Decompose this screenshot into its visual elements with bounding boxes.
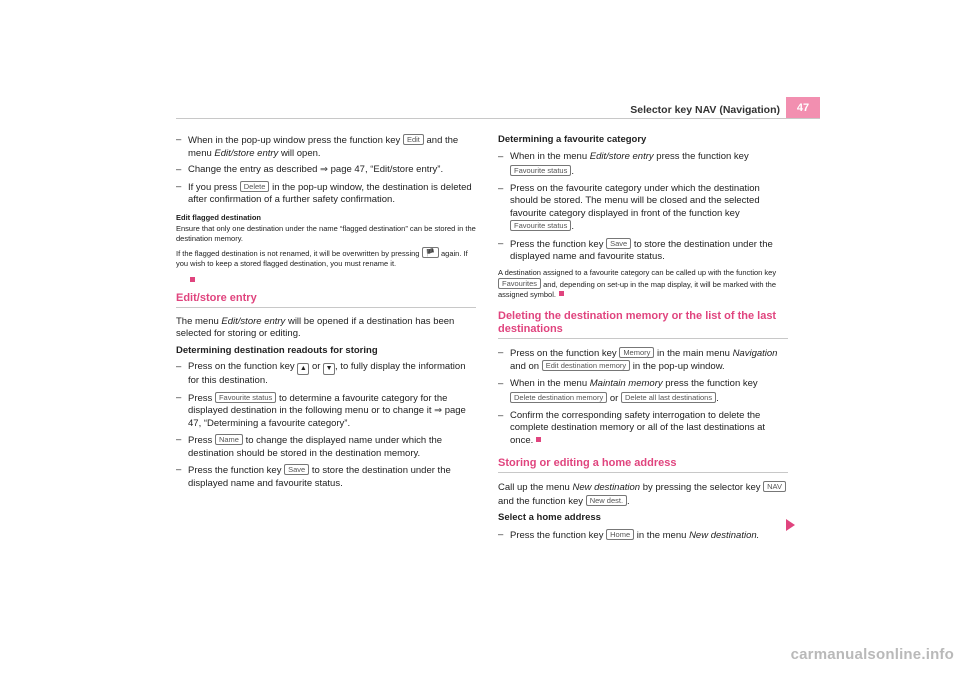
list-item: – When in the pop-up window press the function key Edit and the menu Edit/store entry will open. (176, 134, 476, 160)
list-item: – Press Favourite status to determine a favourite category for the displayed destination in the following menu or to change it ⇒ page 47, “Determining a favourite category”. (176, 392, 476, 431)
watermark: carmanualsonline.info (790, 646, 954, 663)
home-key: Home (606, 529, 634, 540)
list-item: – Press Name to change the displayed name under which the destination should be stored in the destination memory. (176, 434, 476, 460)
subheading: Select a home address (498, 512, 601, 523)
nav-key: NAV (763, 481, 786, 492)
list-item: – Press on the function key Memory in the main menu Navigation and on Edit destination memory in the pop-up window. (498, 347, 788, 374)
end-of-section-mark (536, 437, 541, 442)
note-paragraph: Ensure that only one destination under the name “flagged destination” can be stored in the destination memory. (176, 223, 476, 243)
save-key: Save (606, 238, 631, 249)
name-key: Name (215, 434, 243, 445)
favourite-status-key: Favourite status (215, 392, 276, 403)
end-of-section-mark (190, 277, 195, 282)
favourite-status-key: Favourite status (510, 165, 571, 176)
section-heading-delete-memory: Deleting the destination memory or the list of the last destinations (498, 310, 788, 339)
continue-arrow-icon (786, 519, 795, 531)
memory-key: Memory (619, 347, 654, 358)
section-heading-edit-store: Edit/store entry (176, 292, 476, 308)
section-heading-home-address: Storing or editing a home address (498, 457, 788, 473)
list-item: – Change the entry as described ⇒ page 47, “Edit/store entry”. (176, 164, 476, 177)
list-item: – When in the menu Maintain memory press the function key Delete destination memory or Delete all last destinations . (498, 378, 788, 406)
list-item: – Press the function key Home in the menu New destination. (498, 529, 788, 543)
left-column (176, 134, 476, 494)
page-number-badge: 47 (786, 97, 820, 119)
right-column (498, 134, 788, 546)
arrow-up-key-icon: ▲ (297, 363, 309, 375)
save-key: Save (284, 464, 309, 475)
delete-destination-memory-key: Delete destination memory (510, 392, 607, 403)
list-item: – If you press Delete in the pop-up window, the destination is deleted after confirmation of a further safety confirmation. (176, 181, 476, 207)
list-item: – Confirm the corresponding safety interrogation to delete the complete destination memory or all of the last destinations at once. (498, 410, 788, 448)
subheading: Determining destination readouts for storing (176, 344, 378, 356)
new-dest-key: New dest. (586, 495, 627, 506)
list-item: – Press on the function key ▲ or ▼ , to fully display the information for this destination. (176, 361, 476, 388)
subheading: Determining a favourite category (498, 134, 647, 145)
list-item: – Press the function key Save to store the destination under the displayed name and favourite status. (176, 464, 476, 490)
edit-key: Edit (403, 134, 424, 145)
note-paragraph: If the flagged destination is not renamed, it will be overwritten by pressing 🏴 again. If you wish to keep a stored flagged destination, you must rename it. (176, 247, 468, 268)
list-item: – Press on the favourite category under which the destination should be stored. The menu will be closed and the selected favourite category displayed in front of the function key Favourite status . (498, 183, 788, 234)
header-rule (176, 118, 820, 119)
list-item: – Press the function key Save to store the destination under the displayed name and favourite status. (498, 238, 788, 264)
edit-destination-memory-key: Edit destination memory (542, 360, 630, 371)
running-header-title: Selector key NAV (Navigation) (630, 104, 780, 116)
note-paragraph: A destination assigned to a favourite category can be called up with the function key Favourites and, depending on set-up in the map display, it will be marked with the assigned symbol. (498, 267, 777, 299)
delete-key: Delete (240, 181, 270, 192)
flag-key-icon: 🏴 (422, 247, 439, 258)
section-intro: The menu Edit/store entry will be opened if a destination has been selected for storing or editing. (176, 315, 455, 339)
end-of-section-mark (559, 291, 564, 296)
favourite-status-key: Favourite status (510, 220, 571, 231)
arrow-down-key-icon: ▼ (323, 363, 335, 375)
list-item: – When in the menu Edit/store entry press the function key Favourite status . (498, 151, 788, 179)
note-title: Edit flagged destination (176, 212, 262, 222)
favourites-key: Favourites (498, 278, 541, 289)
delete-all-last-destinations-key: Delete all last destinations (621, 392, 716, 403)
section-intro: Call up the menu New destination by pressing the selector key NAV and the function key New dest. . (498, 481, 788, 508)
